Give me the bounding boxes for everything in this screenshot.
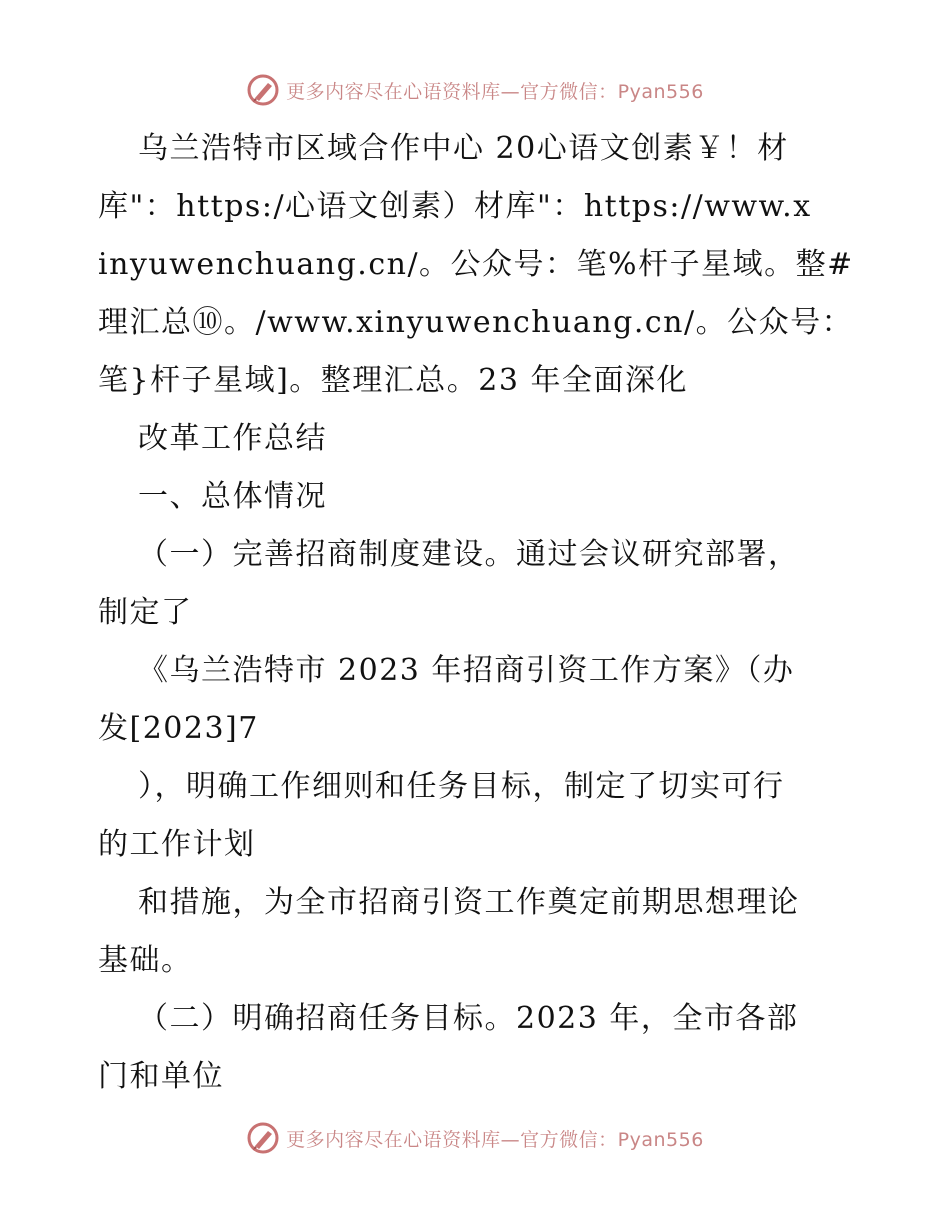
text-line: 发[2023]7 (98, 711, 259, 746)
text-line: 和措施，为全市招商引资工作奠定前期思想理论 (138, 885, 800, 920)
section-heading: 一、总体情况 (138, 479, 327, 514)
text-line: 门和单位 (98, 1059, 224, 1094)
text-line: 乌兰浩特市区域合作中心 20心语文创素￥！材 (138, 131, 789, 166)
text-line: （二）明确招商任务目标。2023 年，全市各部 (138, 1001, 799, 1036)
document-title: 改革工作总结 (138, 421, 327, 456)
pen-logo-icon (246, 1121, 280, 1155)
watermark-banner-bottom (0, 1118, 950, 1158)
text-line: 的工作计划 (98, 827, 256, 862)
text-line: 基础。 (98, 943, 193, 978)
text-line: inyuwenchuang.cn/。公众号：笔%杆子星域。整# (98, 247, 854, 282)
text-line: （一）完善招商制度建设。通过会议研究部署， (138, 537, 800, 572)
watermark-banner-top (0, 70, 950, 110)
watermark-text: 更多内容尽在心语资料库—官方微信：Pyan556 (286, 80, 704, 103)
watermark-text: 更多内容尽在心语资料库—官方微信：Pyan556 (286, 1128, 704, 1151)
pen-logo-icon (246, 73, 280, 107)
text-line: 制定了 (98, 595, 193, 630)
document-body (98, 120, 858, 1106)
text-line: 《乌兰浩特市 2023 年招商引资工作方案》（办 (138, 653, 795, 688)
text-line: 理汇总⑩。/www.xinyuwenchuang.cn/。公众号： (98, 305, 854, 340)
text-line: 库"：https:/心语文创素）材库"：https://www.x (98, 189, 812, 224)
text-line: 笔}杆子星域]。整理汇总。23 年全面深化 (98, 363, 689, 398)
text-line: ），明确工作细则和任务目标，制定了切实可行 (138, 769, 785, 804)
